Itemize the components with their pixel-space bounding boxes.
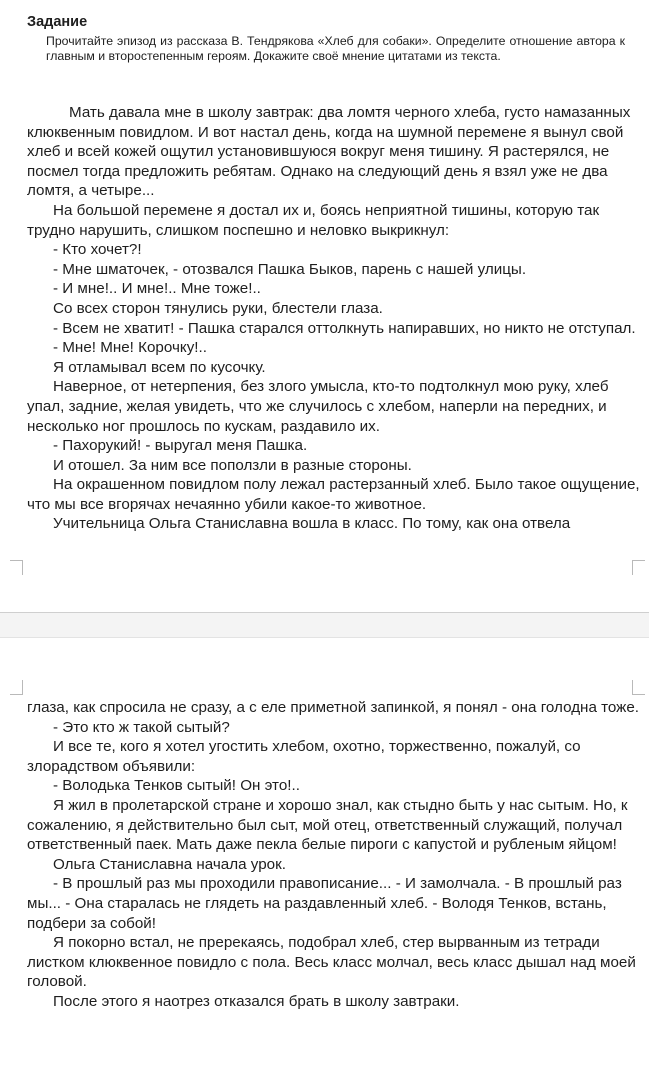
story-text-page-2 — [27, 698, 641, 1012]
paragraph: Ольга Станиславна начала урок. — [53, 855, 286, 873]
dialogue-line: - В прошлый раз мы проходили правописание... - И замолчала. - В прошлый раз мы... - Она старалась не глядеть на раздавленный хлеб. - Володя Тенков, встань, подбери за собой! — [27, 875, 622, 932]
task-title: Задание — [27, 14, 88, 30]
task-instructions: Прочитайте эпизод из рассказа В. Тендрякова «Хлеб для собаки». Определите отношение автора к главным и второстепенным героям. Докажите своё мнение цитатами из текста. — [46, 34, 625, 63]
paragraph: На окрашенном повидлом полу лежал растерзанный хлеб. Было такое ощущение, что мы все вгорячах нечаянно убили какое-то животное. — [27, 476, 640, 513]
page-corner-marker — [632, 560, 645, 575]
paragraph: Мать давала мне в школу завтрак: два ломтя черного хлеба, густо намазанных клюквенным повидлом. И вот настал день, когда на шумной перемене я вынул свой хлеб и всей кожей ощутил установившуюся вокруг меня тишину. Я растерялся, не посмел тогда предложить ребятам. Однако на следующий день я взял уже не два ломтя, а четыре... — [27, 104, 631, 200]
dialogue-line: - Володька Тенков сытый! Он это!.. — [53, 777, 300, 795]
paragraph: После этого я наотрез отказался брать в школу завтраки. — [53, 992, 460, 1010]
paragraph: Со всех сторон тянулись руки, блестели глаза. — [53, 299, 383, 317]
dialogue-line: - И мне!.. И мне!.. Мне тоже!.. — [53, 280, 261, 298]
paragraph: Я жил в пролетарской стране и хорошо знал, как стыдно быть у нас сытым. Но, к сожалению, я действительно был сыт, мой отец, ответственный служащий, получал ответственный паек. Мать даже пекла белые пироги с капустой и рубленым яйцом! — [27, 796, 628, 854]
paragraph: И все те, кого я хотел угостить хлебом, охотно, торжественно, пожалуй, со злорадством объявили: — [27, 738, 581, 775]
dialogue-line: - Пахорукий! - выругал меня Пашка. — [53, 437, 308, 455]
paragraph: Учительница Ольга Станиславна вошла в класс. По тому, как она отвела — [53, 515, 571, 533]
dialogue-line: - Кто хочет?! — [53, 241, 142, 259]
dialogue-line: - Мне шматочек, - отозвался Пашка Быков, парень с нашей улицы. — [53, 260, 527, 278]
document-page-2 — [0, 638, 649, 1083]
task-block — [27, 14, 625, 64]
page-corner-marker — [10, 560, 23, 575]
dialogue-line: - Мне! Мне! Корочку!.. — [53, 339, 207, 357]
dialogue-line: - Всем не хватит! - Пашка старался оттолкнуть напиравших, но никто не отступал. — [53, 319, 636, 337]
page-break — [0, 612, 649, 638]
paragraph: Я покорно встал, не пререкаясь, подобрал хлеб, стер вырванным из тетради листком клюквенное повидло с пола. Весь класс молчал, весь класс дышал над моей головой. — [27, 934, 636, 991]
story-text-page-1 — [27, 103, 641, 534]
paragraph: Наверное, от нетерпения, без злого умысла, кто-то подтолкнул мою руку, хлеб упал, задние, желая увидеть, что же случилось с хлебом, наперли на передних, и несколько ног прошлось по кускам, раздавило их. — [27, 378, 609, 435]
dialogue-line: - Это кто ж такой сытый? — [53, 718, 230, 736]
paragraph: На большой перемене я достал их и, боясь неприятной тишины, которую так трудно нарушить, слишком поспешно и неловко выкрикнул: — [27, 201, 600, 239]
paragraph: глаза, как спросила не сразу, а с еле приметной запинкой, я понял - она голодна тоже. — [27, 699, 639, 716]
page-corner-marker — [10, 680, 23, 695]
page-corner-marker — [632, 680, 645, 695]
paragraph: И отошел. За ним все поползли в разные стороны. — [53, 456, 412, 474]
paragraph: Я отламывал всем по кусочку. — [53, 358, 266, 376]
